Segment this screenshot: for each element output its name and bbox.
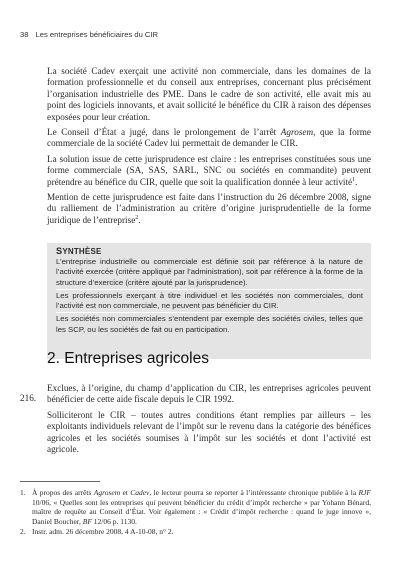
synthese-item: L’entreprise industrielle ou commerciale est définie soit par référence à la nature de l’activité exercée (critère appliqué par l’administration), soit par référence à la forme de la structure d’exercice (critère ajouté par la jurisprudence).	[56, 257, 363, 287]
footnote-text-segment: 10/06, « Quelles sont les entreprises qui peuvent bénéficier du crédit d’impôt recherche » par Yohann Bénard, maître de requête au Conseil d’État. Voir également : « Crédit d’impôt recherche : quand le juge innove », Daniel Boucher,	[32, 497, 371, 526]
running-header	[20, 30, 158, 39]
footnote-list	[20, 488, 371, 537]
footnotes	[20, 481, 371, 538]
paragraph-conseil-etat	[47, 127, 371, 150]
footnote-citation-italic: Agrosem	[93, 488, 121, 497]
footnote-ref-1[interactable]: 1	[352, 176, 356, 183]
footnote-text-segment: Instr. adm. 26 décembre 2008, 4 A-10-08, n° 2.	[32, 527, 174, 537]
paragraph-solution-text: La solution issue de cette jurisprudence est claire : les entreprises constituées sous une forme commerciale (SA, SAS, SARL, SNC ou sociétés en commandite) peuvent prétendre au bénéfice du CIR, quelle que soit la qualification donnée à leur activité	[47, 153, 371, 187]
paragraph-cadev: La société Cadev exerçait une activité non commerciale, dans les domaines de la formation professionnelle et du conseil aux entreprises, concernant plus précisément l’organisation industrielle des PME. Dans le cadre de son activité, elle avait mis au point des logiciels innovants, et avait sollicité le bénéfice du CIR à raison des dépenses exposées pour leur création.	[47, 66, 371, 122]
footnote-text-segment: et	[120, 488, 131, 497]
synthese-box	[47, 243, 371, 359]
paragraph-exclues: Exclues, à l’origine, du champ d’application du CIR, les entreprises agricoles peuvent bénéficier de cette aide fiscale depuis le CIR 1992.	[47, 383, 371, 405]
footnote-text-segment: À propos des arrêts	[32, 488, 94, 497]
synthese-item: Les sociétés non commerciales s’entendent par exemple des sociétés civiles, telles que les SCP, ou les sociétés de fait ou en participation.	[56, 312, 363, 336]
section-heading: 2. Entreprises agricoles	[47, 350, 209, 367]
footnote-text-segment: , le lecteur pourra se reporter à l’intéressante chronique publiée à la	[149, 488, 359, 497]
synthese-title-rest: YNTHÈSE	[62, 247, 102, 256]
footnote-number: 1.	[20, 488, 26, 497]
footnote-divider	[20, 481, 100, 482]
paragraph-conseil-etat-end: , que la forme commerciale de la société Cadev lui permettait de demander le CIR.	[47, 127, 371, 149]
body-text	[47, 66, 371, 226]
footnote-number: 2.	[20, 527, 26, 537]
page-number: 38	[20, 30, 29, 39]
footnote-text-segment: 12/06 p. 1130.	[91, 516, 137, 526]
synthese-title-cap: S	[56, 246, 63, 256]
paragraph-solution-end: .	[355, 176, 358, 187]
synthese-title	[56, 246, 363, 256]
paragraph-mention-text: Mention de cette jurisprudence est faite dans l’instruction du 26 décembre 2008, signe du ralliement de l’administration au critère d’origine jurisprudentielle de la forme juridique de l’entreprise	[47, 192, 371, 225]
running-title: Les entreprises bénéficiaires du CIR	[35, 30, 158, 39]
paragraph-mention-end: .	[138, 214, 141, 225]
paragraph-conseil-etat-start: Le Conseil d’État a jugé, dans le prolongement de l’arrêt	[47, 127, 281, 138]
footnote-text	[32, 527, 371, 537]
case-name-agrosem: Agrosem	[280, 127, 314, 138]
footnote-ref-2[interactable]: 2	[135, 214, 139, 221]
section-body	[47, 383, 371, 455]
footnote-citation-italic: Cadev	[130, 488, 150, 497]
footnote-1	[20, 488, 371, 526]
footnote-citation-italic: RJF	[358, 488, 371, 497]
paragraph-solution	[47, 154, 371, 188]
paragraph-mention	[47, 192, 371, 226]
footnote-2	[20, 527, 371, 537]
synthese-item: Les professionnels exerçant à titre individuel et les sociétés non commerciales, dont l’activité est non commerciale, ne peuvent pas bénéficier du CIR.	[56, 289, 363, 313]
footnote-text	[32, 488, 371, 526]
paragraph-solliciteront: Solliciteront le CIR – toutes autres conditions étant remplies par ailleurs – les exploitants individuels relevant de l’impôt sur le revenu dans la catégorie des bénéfices agricoles et les sociétés soumises à l’impôt sur les sociétés et dont l’activité est agricole.	[47, 409, 371, 455]
footnote-citation-italic: BF	[82, 516, 92, 526]
paragraph-number: 216.	[20, 393, 37, 403]
